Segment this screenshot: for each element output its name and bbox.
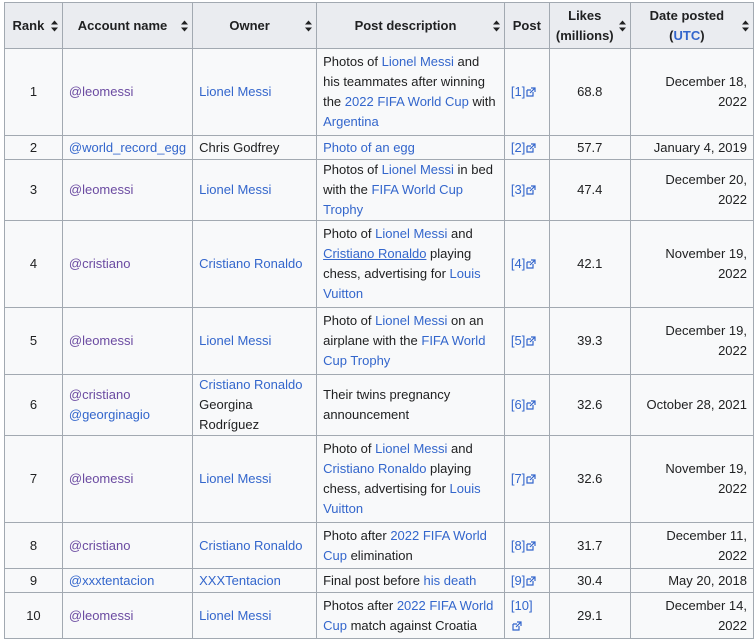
description-text: Photo of [323, 441, 376, 456]
account-cell [62, 221, 192, 308]
owner-link[interactable]: XXXTentacion [199, 572, 281, 588]
account-link[interactable]: @leomessi [68, 471, 134, 486]
date-cell: May 20, 2018 [630, 569, 753, 593]
post-reference-link[interactable]: [6] [510, 397, 526, 412]
owner-link[interactable]: Cristiano Ronaldo [199, 537, 303, 553]
rank-cell: 3 [5, 160, 63, 221]
owner-link[interactable]: Lionel Messi [199, 333, 272, 348]
account-cell [62, 593, 192, 639]
description-cell [317, 160, 505, 221]
post-reference-link[interactable]: [4] [510, 256, 526, 271]
sort-arrows-icon[interactable] [742, 20, 749, 31]
date-cell: November 19, 2022 [630, 436, 753, 523]
owner-link[interactable]: Lionel Messi [199, 471, 272, 486]
likes-cell: 30.4 [549, 569, 630, 593]
description-text: Photo after [323, 527, 391, 543]
description-text: playing chess, advertising for [323, 461, 472, 496]
description-cell [317, 136, 505, 160]
account-cell [62, 569, 192, 593]
account-cell [62, 523, 192, 569]
date-cell: January 4, 2019 [630, 136, 753, 160]
description-link[interactable]: Lionel Messi [375, 441, 448, 456]
description-cell [317, 221, 505, 308]
owner-cell [193, 569, 317, 593]
sort-arrows-icon[interactable] [493, 20, 500, 31]
likes-cell: 47.4 [549, 160, 630, 221]
owner-cell [193, 308, 317, 375]
description-text: with [468, 94, 496, 109]
account-link[interactable]: @cristiano [68, 256, 131, 271]
column-header-post [504, 3, 549, 49]
owner-link[interactable]: Lionel Messi [199, 84, 272, 99]
column-header-label: Likes [568, 7, 602, 23]
description-text: Photo of [323, 226, 376, 241]
date-cell: December 18, 2022 [630, 49, 753, 136]
external-link-icon [526, 143, 536, 153]
post-reference-link[interactable]: [7] [510, 471, 526, 486]
account-link[interactable]: @world_record_egg [68, 139, 187, 155]
column-header-date-posted[interactable] [630, 3, 753, 49]
owner-cell [193, 593, 317, 639]
post-cell [504, 136, 549, 160]
owner-text: Georgina Rodríguez [199, 397, 260, 432]
owner-cell [193, 375, 317, 436]
likes-cell: 32.6 [549, 436, 630, 523]
account-link[interactable]: @cristiano [68, 387, 131, 402]
description-text: Photo of [323, 313, 376, 328]
date-cell: December 20, 2022 [630, 160, 753, 221]
likes-cell: 57.7 [549, 136, 630, 160]
table-row [5, 221, 754, 308]
description-text: match against Croatia [346, 617, 478, 633]
post-cell [504, 569, 549, 593]
column-header-label: Date posted [649, 7, 725, 23]
likes-cell: 42.1 [549, 221, 630, 308]
external-link-icon [526, 336, 536, 346]
rank-cell: 1 [5, 49, 63, 136]
description-text: and his teammates after winning the [323, 54, 485, 109]
description-cell [317, 593, 505, 639]
column-header-label-timezone [637, 26, 737, 46]
description-text: and [447, 441, 473, 456]
account-link[interactable]: @leomessi [68, 84, 134, 99]
account-cell [62, 49, 192, 136]
account-cell [62, 436, 192, 523]
post-cell [504, 49, 549, 136]
table-row [5, 49, 754, 136]
column-header-rank[interactable] [5, 3, 63, 49]
column-header-label: Account name [77, 17, 168, 33]
rank-cell: 2 [5, 136, 63, 160]
table-row [5, 136, 754, 160]
description-link[interactable]: 2022 FIFA World Cup [323, 527, 487, 563]
likes-cell: 39.3 [549, 308, 630, 375]
table-row [5, 308, 754, 375]
column-header-label-unit: (millions) [555, 27, 614, 43]
post-reference-link[interactable]: [5] [510, 333, 526, 348]
description-cell [317, 523, 505, 569]
post-cell [504, 221, 549, 308]
post-reference-link[interactable]: [1] [510, 84, 526, 99]
external-link-icon [526, 87, 536, 97]
post-cell [504, 375, 549, 436]
table-row [5, 160, 754, 221]
description-text: Photos after [323, 597, 397, 613]
table-row [5, 375, 754, 436]
rank-cell: 6 [5, 375, 63, 436]
description-text: elimination [346, 547, 413, 563]
likes-cell: 32.6 [549, 375, 630, 436]
date-cell: December 19, 2022 [630, 308, 753, 375]
description-text: Their twins pregnancy announcement [323, 387, 451, 422]
post-reference-link[interactable]: [10] [510, 597, 533, 613]
external-link-icon [526, 400, 536, 410]
account-cell [62, 375, 192, 436]
sort-arrows-icon[interactable] [181, 20, 188, 31]
post-cell [504, 160, 549, 221]
rank-cell: 9 [5, 569, 63, 593]
external-link-icon [512, 621, 522, 631]
account-cell [62, 160, 192, 221]
description-link[interactable]: Argentina [323, 114, 379, 129]
post-reference-link[interactable]: [8] [510, 537, 526, 553]
account-link[interactable]: @xxxtentacion [68, 572, 155, 588]
description-link[interactable]: 2022 FIFA World Cup [323, 597, 494, 633]
sort-arrows-icon[interactable] [51, 20, 58, 31]
owner-link[interactable]: Lionel Messi [199, 607, 272, 623]
column-header-account-name[interactable] [62, 3, 192, 49]
rank-cell: 8 [5, 523, 63, 569]
description-text: in bed with the [323, 162, 493, 197]
post-cell [504, 308, 549, 375]
description-link[interactable]: Lionel Messi [381, 54, 454, 69]
table-row [5, 593, 754, 639]
owner-cell [193, 523, 317, 569]
description-link[interactable]: his death [423, 572, 477, 588]
account-link[interactable]: @leomessi [68, 607, 134, 623]
owner-link[interactable]: Lionel Messi [199, 182, 272, 197]
description-link[interactable]: Lionel Messi [375, 226, 448, 241]
table-row [5, 569, 754, 593]
column-header-label: Owner [229, 17, 270, 33]
description-link[interactable]: 2022 FIFA World Cup [344, 94, 469, 109]
table-row [5, 436, 754, 523]
post-reference-link[interactable]: [2] [510, 139, 526, 155]
external-link-icon [526, 259, 536, 269]
description-cell [317, 436, 505, 523]
rank-cell: 5 [5, 308, 63, 375]
date-cell: December 11, 2022 [630, 523, 753, 569]
likes-cell: 31.7 [549, 523, 630, 569]
column-header-likes[interactable] [549, 3, 630, 49]
description-link[interactable]: FIFA World Cup Trophy [323, 182, 464, 217]
owner-cell: Chris Godfrey [193, 136, 317, 160]
external-link-icon [526, 541, 536, 551]
description-link[interactable]: Louis Vuitton [323, 266, 481, 301]
description-link[interactable]: Lionel Messi [381, 162, 454, 177]
description-cell [317, 375, 505, 436]
rank-cell: 10 [5, 593, 63, 639]
likes-cell: 68.8 [549, 49, 630, 136]
column-header-label: Post description [354, 17, 457, 33]
description-link[interactable]: FIFA World Cup Trophy [323, 333, 486, 368]
description-link[interactable]: Photo of an egg [323, 139, 415, 155]
date-cell: November 19, 2022 [630, 221, 753, 308]
rank-cell: 4 [5, 221, 63, 308]
external-link-icon [526, 474, 536, 484]
description-link[interactable]: Lionel Messi [375, 313, 448, 328]
account-cell [62, 308, 192, 375]
column-header-label: Rank [12, 17, 45, 33]
description-cell [317, 308, 505, 375]
column-header-label: Post [512, 17, 541, 33]
description-link[interactable]: Cristiano Ronaldo [323, 461, 427, 476]
sort-arrows-icon[interactable] [305, 20, 312, 31]
sort-arrows-icon[interactable] [619, 20, 626, 31]
account-cell [62, 136, 192, 160]
owner-cell [193, 221, 317, 308]
owner-link[interactable]: Cristiano Ronaldo [199, 377, 303, 392]
paren: ( [669, 27, 674, 43]
account-link[interactable]: @leomessi [68, 182, 134, 197]
account-link[interactable]: @georginagio [68, 407, 151, 422]
likes-cell: 29.1 [549, 593, 630, 639]
account-link[interactable]: @cristiano [68, 537, 131, 553]
description-text: playing chess, advertising for [323, 246, 472, 281]
owner-cell [193, 436, 317, 523]
date-cell: October 28, 2021 [630, 375, 753, 436]
external-link-icon [526, 576, 536, 586]
column-header-post-description[interactable] [317, 3, 505, 49]
post-cell [504, 593, 549, 639]
external-link-icon [526, 185, 536, 195]
owner-link[interactable]: Cristiano Ronaldo [199, 256, 303, 271]
rank-cell: 7 [5, 436, 63, 523]
description-text: and [447, 226, 473, 241]
description-text: Photos of [323, 54, 382, 69]
header-row [5, 3, 754, 49]
utc-link[interactable]: UTC [673, 27, 701, 43]
description-link[interactable]: Cristiano Ronaldo [323, 246, 427, 261]
owner-cell [193, 160, 317, 221]
post-reference-link[interactable]: [9] [510, 572, 526, 588]
account-link[interactable]: @leomessi [68, 333, 134, 348]
instagram-most-liked-posts-table [4, 2, 754, 639]
description-text: on an airplane with the [323, 313, 484, 348]
owner-cell [193, 49, 317, 136]
post-cell [504, 436, 549, 523]
description-cell [317, 49, 505, 136]
column-header-owner[interactable] [193, 3, 317, 49]
description-link[interactable]: Louis Vuitton [323, 481, 481, 516]
description-text: Final post before [323, 572, 424, 588]
date-cell: December 14, 2022 [630, 593, 753, 639]
post-cell [504, 523, 549, 569]
post-reference-link[interactable]: [3] [510, 182, 526, 197]
table-row [5, 523, 754, 569]
description-cell [317, 569, 505, 593]
description-text: Photos of [323, 162, 382, 177]
paren: ) [700, 27, 705, 43]
